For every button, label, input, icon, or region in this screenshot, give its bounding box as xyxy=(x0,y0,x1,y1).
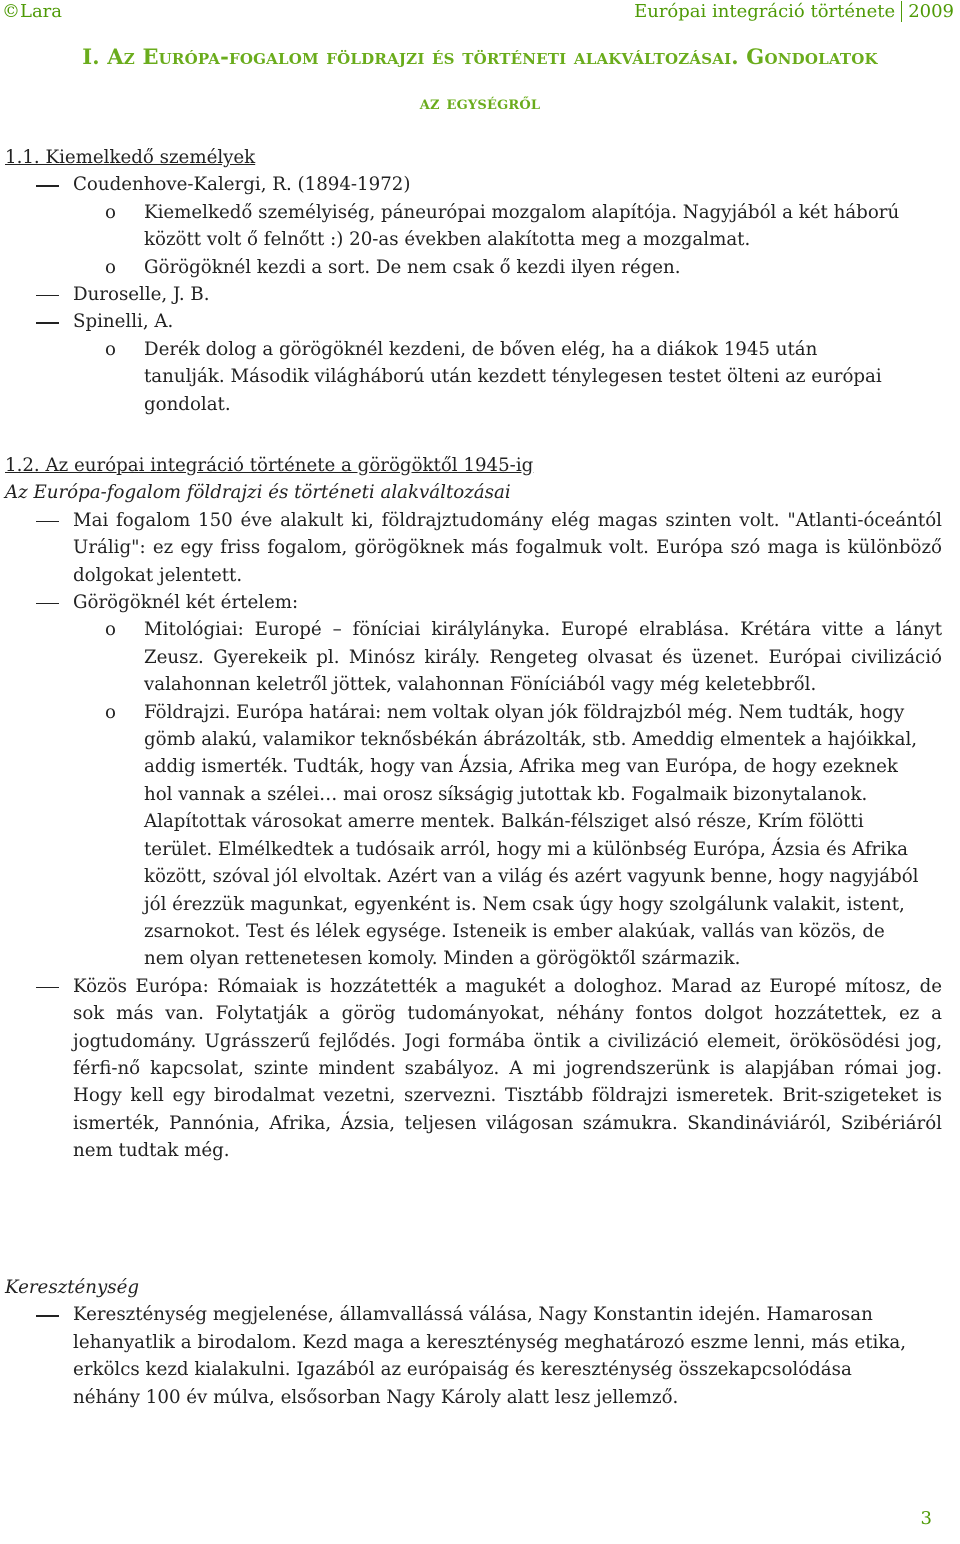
list-item: Kereszténység megjelenése, államvallássá válása, Nagy Konstantin idején. Hamarosan lehanyatlik a birodalom. Kezd maga a kereszténység meghatározó eszme lenni, más etika, erkölcs kezd kialakulni. Igazából az európaiság és kereszténység összekapcsolódása néhány 100 év múlva, elsősorban Nagy Károly alatt lesz jellemző. xyxy=(0,1301,910,1411)
sub-list-text: Mitológiai: Europé – föníciai királylányka. Europé elrablása. Krétára vitte a lányt Zeusz. Gyerekeik pl. Minósz király. Rengeteg olvasat és üzenet. Európai civilizáció valahonnan keletről jöttek, valahonnan Föníciából vagy még keletebbről. xyxy=(144,619,942,696)
header-author: ©Lara xyxy=(2,1,63,22)
bullet-o: o xyxy=(105,619,116,641)
sub-list-item xyxy=(0,616,942,698)
list-item: Coudenhove-Kalergi, R. (1894-1972) xyxy=(0,171,900,198)
sub-list-item xyxy=(0,699,942,973)
sub-list-text: Kiemelkedő személyiség, páneurópai mozgalom alapítója. Nagyjából a két háború között volt ő felnőtt :) 20-as években alakította meg a mozgalmat. xyxy=(144,201,900,251)
section-christianity xyxy=(0,1274,910,1411)
sub-list-item xyxy=(0,254,900,281)
bullet-o: o xyxy=(105,256,116,278)
list-item: Duroselle, J. B. xyxy=(0,281,900,308)
section-1-2-heading: 1.2. Az európai integráció története a görögöktől 1945-ig xyxy=(5,455,534,476)
section-1-1 xyxy=(0,144,900,418)
sub-list-item xyxy=(0,199,900,254)
header-right xyxy=(634,1,954,22)
sub-list-item xyxy=(0,336,900,418)
section-christianity-heading: Kereszténység xyxy=(5,1277,140,1298)
header-divider xyxy=(901,1,902,22)
header-year: 2009 xyxy=(908,1,954,22)
bullet-o: o xyxy=(105,338,116,360)
list-item: Spinelli, A. xyxy=(0,308,900,335)
header-doc-title: Európai integráció története xyxy=(634,1,896,22)
section-1-1-heading: 1.1. Kiemelkedő személyek xyxy=(5,147,256,168)
sub-list-text: Görögöknél kezdi a sort. De nem csak ő kezdi ilyen régen. xyxy=(144,256,681,278)
section-1-2 xyxy=(0,452,942,1165)
bullet-o: o xyxy=(105,701,116,723)
bullet-o: o xyxy=(105,201,116,223)
section-1-2-subheading: Az Európa-fogalom földrajzi és történeti alakváltozásai xyxy=(5,482,511,504)
page-number: 3 xyxy=(920,1508,932,1529)
chapter-title-line1: I. Az Európa-fogalom földrajzi és történeti alakváltozásai. Gondolatok xyxy=(82,44,878,69)
list-item: Görögöknél két értelem: xyxy=(0,589,942,616)
list-item: Mai fogalom 150 éve alakult ki, földrajztudomány elég magas szinten volt. "Atlanti-óceántól Urálig": ez egy friss fogalom, görögöknek más fogalmuk volt. Európa szó maga is különböző dolgokat jelentett. xyxy=(0,507,942,589)
sub-list-text: Derék dolog a görögöknél kezdeni, de bőven elég, ha a diákok 1945 után tanulják. Második világháború után kezdett ténylegesen testet ölteni az európai gondolat. xyxy=(144,338,882,415)
chapter-title-line2: az egységről xyxy=(419,92,541,114)
chapter-title xyxy=(0,42,960,118)
list-item: Közös Európa: Rómaiak is hozzátették a magukét a dologhoz. Marad az Europé mítosz, de sok más van. Folytatják a görög tudományokat, néhány fontos dolgot hozzátettek, ez a jogtudomány. Ugrásszerű fejlődés. Jogi formába öntik a civilizáció elemeit, örökösödési jog, férfi-nő kapcsolat, szinte mindent szabályoz. A mi jogrendszerünk is alapjában római jog. Hogy kell egy birodalmat vezetni, szervezni. Tisztább földrajzi ismeretek. Brit-szigeteket is ismerték, Pannónia, Afrika, Ázsia, teljesen világosan számukra. Skandináviáról, Szibériáról nem tudtak még. xyxy=(0,973,942,1165)
page-header xyxy=(0,0,960,26)
sub-list-text: Földrajzi. Európa határai: nem voltak olyan jók földrajzból még. Nem tudták, hogy gömb alakú, valamikor teknősbékán ábrázolták, stb. Ameddig elmentek a hajóikkal, addig ismerték. Tudták, hogy van Ázsia, Afrika meg van Európa, de hogy ezeknek hol vannak a szélei… mai orosz síkságig jutottak kb. Fogalmaik bizonytalanok. Alapítottak városokat amerre mentek. Balkán-félsziget alsó része, Krím fölötti terület. Elmélkedtek a tudósaik arról, hogy mi a különbség Európa, Ázsia és Afrika között, szóval jól elvoltak. Azért van a világ és azért vagyunk benne, hogy nagyjából jól érezzük magunkat, egyenként is. Nem csak úgy hogy szolgálunk valakit, istent, zsarnokot. Test és lélek egysége. Isteneik is ember alakúak, vallás van közös, de nem olyan rettenetesen komoly. Minden a görögöktől származik. xyxy=(144,701,919,970)
